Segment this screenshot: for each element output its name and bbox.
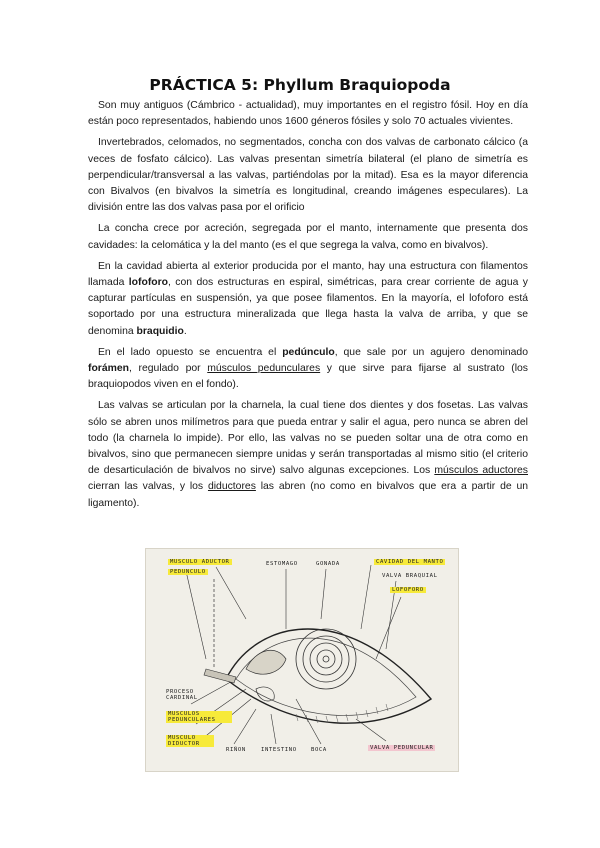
label-boca: BOCA	[311, 747, 327, 753]
label-pedunculo: PEDUNCULO	[170, 569, 206, 575]
label-intestino: INTESTINO	[261, 747, 297, 753]
paragraph-pedunculo: En el lado opuesto se encuentra el pedúnculo, que sale por un agujero denominado forámen, regulado por músculos pedunculares y que sirve para fijarse al sustrato (los braquiopodos viven en el fondo).	[88, 346, 528, 391]
term-pedunculo: pedúnculo	[282, 346, 335, 358]
label-musculos-pedunculares: MUSCULOS PEDUNCULARES	[166, 711, 232, 723]
label-musculo-diductor: MUSCULO DIDUCTOR	[166, 735, 214, 747]
body-text	[88, 98, 528, 517]
label-valva-peduncular: VALVA PEDUNCULAR	[370, 745, 434, 751]
paragraph-lofoforo: En la cavidad abierta al exterior producida por el manto, hay una estructura con filamentos llamada lofoforo, con dos estructuras en espiral, simétricas, para crear corriente de agua y capturar partículas en suspensión, ya que posee filamentos. En la mayoría, el lofoforo está soportado por una estructura mineralizada que llega hasta la valva de arriba, y que se denomina braquidio.	[88, 260, 528, 337]
term-lofoforo: lofoforo	[128, 277, 169, 289]
term-musculos-aductores: músculos aductores	[434, 465, 528, 477]
paragraph-caracteristicas: Invertebrados, celomados, no segmentados, concha con dos valvas de carbonato cálcico (a veces de fosfato cálcico). Las valvas presentan simetría bilateral (el plano de simetría es perpendicular/transversal a las valvas, partiéndolas por la mitad). Esa es la mayor diferencia con Bivalvos (en bivalvos la simetría es longitudinal, creando imágenes especulares). La división entre las dos valvas pasa por el orificio	[88, 137, 528, 214]
label-valva-braquial: VALVA BRAQUIAL	[382, 573, 438, 579]
label-rinon: RIÑON	[226, 747, 246, 753]
label-cavidad-del-manto: CAVIDAD DEL MANTO	[376, 559, 444, 565]
term-foramen: forámen	[88, 363, 129, 375]
paragraph-antiguedad: Son muy antiguos (Cámbrico - actualidad), muy importantes en el registro fósil. Hoy en día están poco representados, habiendo unos 1600 géneros fósiles y solo 70 actuales vivientes.	[88, 100, 528, 128]
term-musculos-pedunculares: músculos pedunculares	[207, 363, 321, 375]
label-musculo-aductor: MUSCULO ADUCTOR	[170, 559, 230, 565]
paragraph-valvas: Las valvas se articulan por la charnela, la cual tiene dos dientes y dos fosetas. Las valvas sólo se abren unos milímetros para que pueda entrar y salir el agua, pero nunca se abren del todo (la charnela lo impide). Por ello, las valvas no se pueden soltar una de otra como en bivalvos, sino que permanecen siempre unidas y serán transportadas al mismo sitio (el criterio de desarticulación de bivalvos no sirve) salvo algunas excepciones. Los músculos aductores cierran las valvas, y los diductores las abren (no como en bivalvos que era a partir de un ligamento).	[88, 400, 529, 509]
label-estomago: ESTOMAGO	[266, 561, 298, 567]
label-proceso-cardinal: PROCESO CARDINAL	[166, 689, 198, 701]
label-lofoforo: LOFOFORO	[392, 587, 424, 593]
label-gonada: GONADA	[316, 561, 340, 567]
page-title: PRÁCTICA 5: Phyllum Braquiopoda	[149, 76, 451, 94]
term-diductores: diductores	[207, 481, 256, 493]
term-braquidio: braquidio	[136, 325, 184, 337]
brachiopod-anatomy-figure	[145, 548, 459, 772]
paragraph-concha: La concha crece por acreción, segregada por el manto, internamente que presenta dos cavidades: la celomática y la del manto (es el que segrega la valva, como en bivalvos).	[88, 223, 528, 251]
